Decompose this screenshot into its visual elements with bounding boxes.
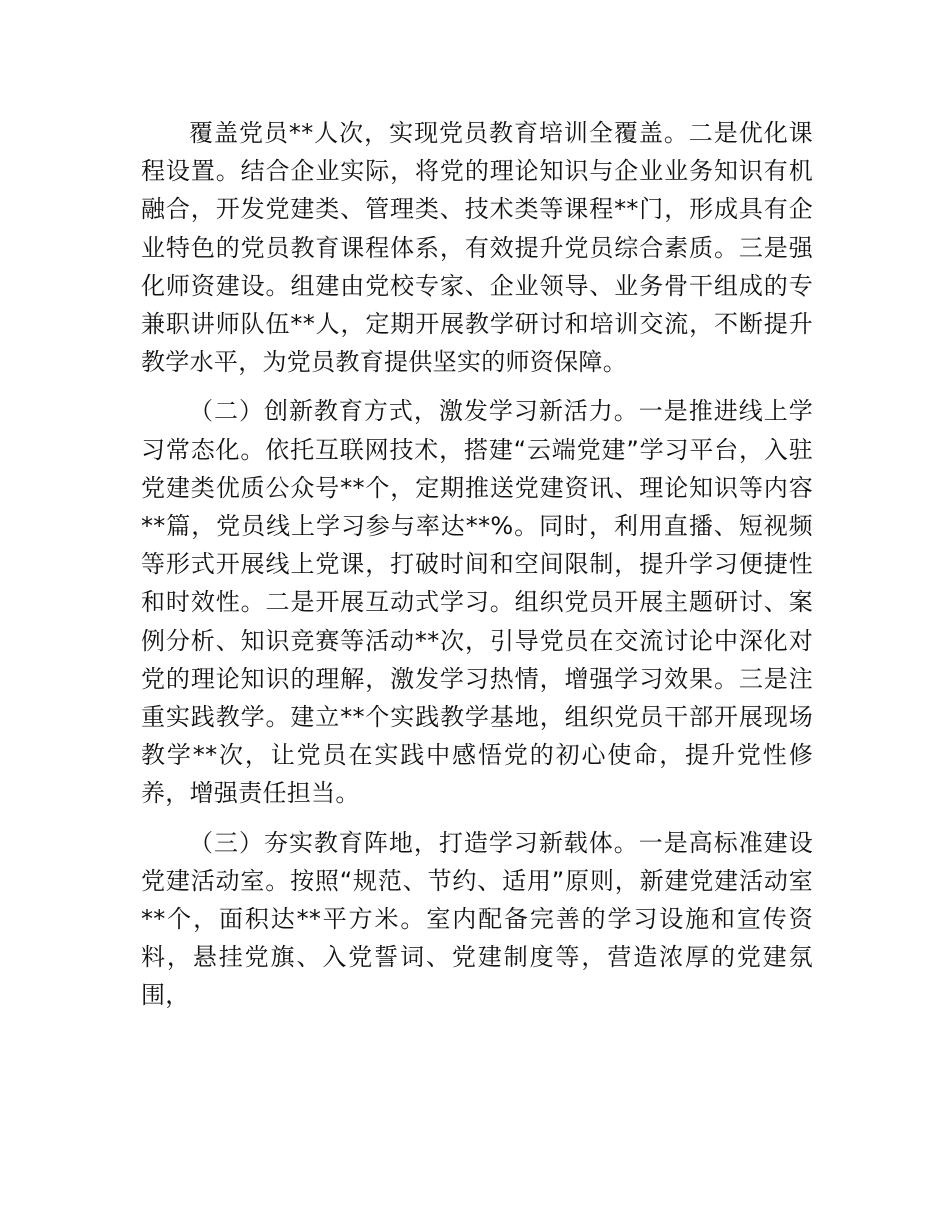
paragraph-3: （三）夯实教育阵地，打造学习新载体。一是高标准建设党建活动室。按照“规范、节约、适用”原则，新建党建活动室**个，面积达**平方米。室内配备完善的学习设施和宣传资料，悬挂党旗、入党誓词、党建制度等，营造浓厚的党建氛围， bbox=[141, 828, 813, 1010]
paragraph-1: 覆盖党员**人次，实现党员教育培训全覆盖。二是优化课程设置。结合企业实际，将党的理论知识与企业业务知识有机融合，开发党建类、管理类、技术类等课程**门，形成具有企业特色的党员教育课程体系，有效提升党员综合素质。三是强化师资建设。组建由党校专家、企业领导、业务骨干组成的专兼职讲师队伍**人，定期开展教学研讨和培训交流，不断提升教学水平，为党员教育提供坚实的师资保障。 bbox=[141, 119, 813, 377]
document-body bbox=[141, 114, 813, 1015]
paragraph-gap bbox=[141, 381, 813, 392]
paragraph-gap bbox=[141, 813, 813, 824]
paragraph-2: （二）创新教育方式，激发学习新活力。一是推进线上学习常态化。依托互联网技术，搭建“云端党建”学习平台，入驻党建类优质公众号**个，定期推送党建资讯、理论知识等内容**篇，党员线上学习参与率达**%。同时，利用直播、短视频等形式开展线上党课，打破时间和空间限制，提升学习便捷性和时效性。二是开展互动式学习。组织党员开展主题研讨、案例分析、知识竞赛等活动**次，引导党员在交流讨论中深化对党的理论知识的理解，激发学习热情，增强学习效果。三是注重实践教学。建立**个实践教学基地，组织党员干部开展现场教学**次，让党员在实践中感悟党的初心使命，提升党性修养，增强责任担当。 bbox=[141, 397, 813, 808]
